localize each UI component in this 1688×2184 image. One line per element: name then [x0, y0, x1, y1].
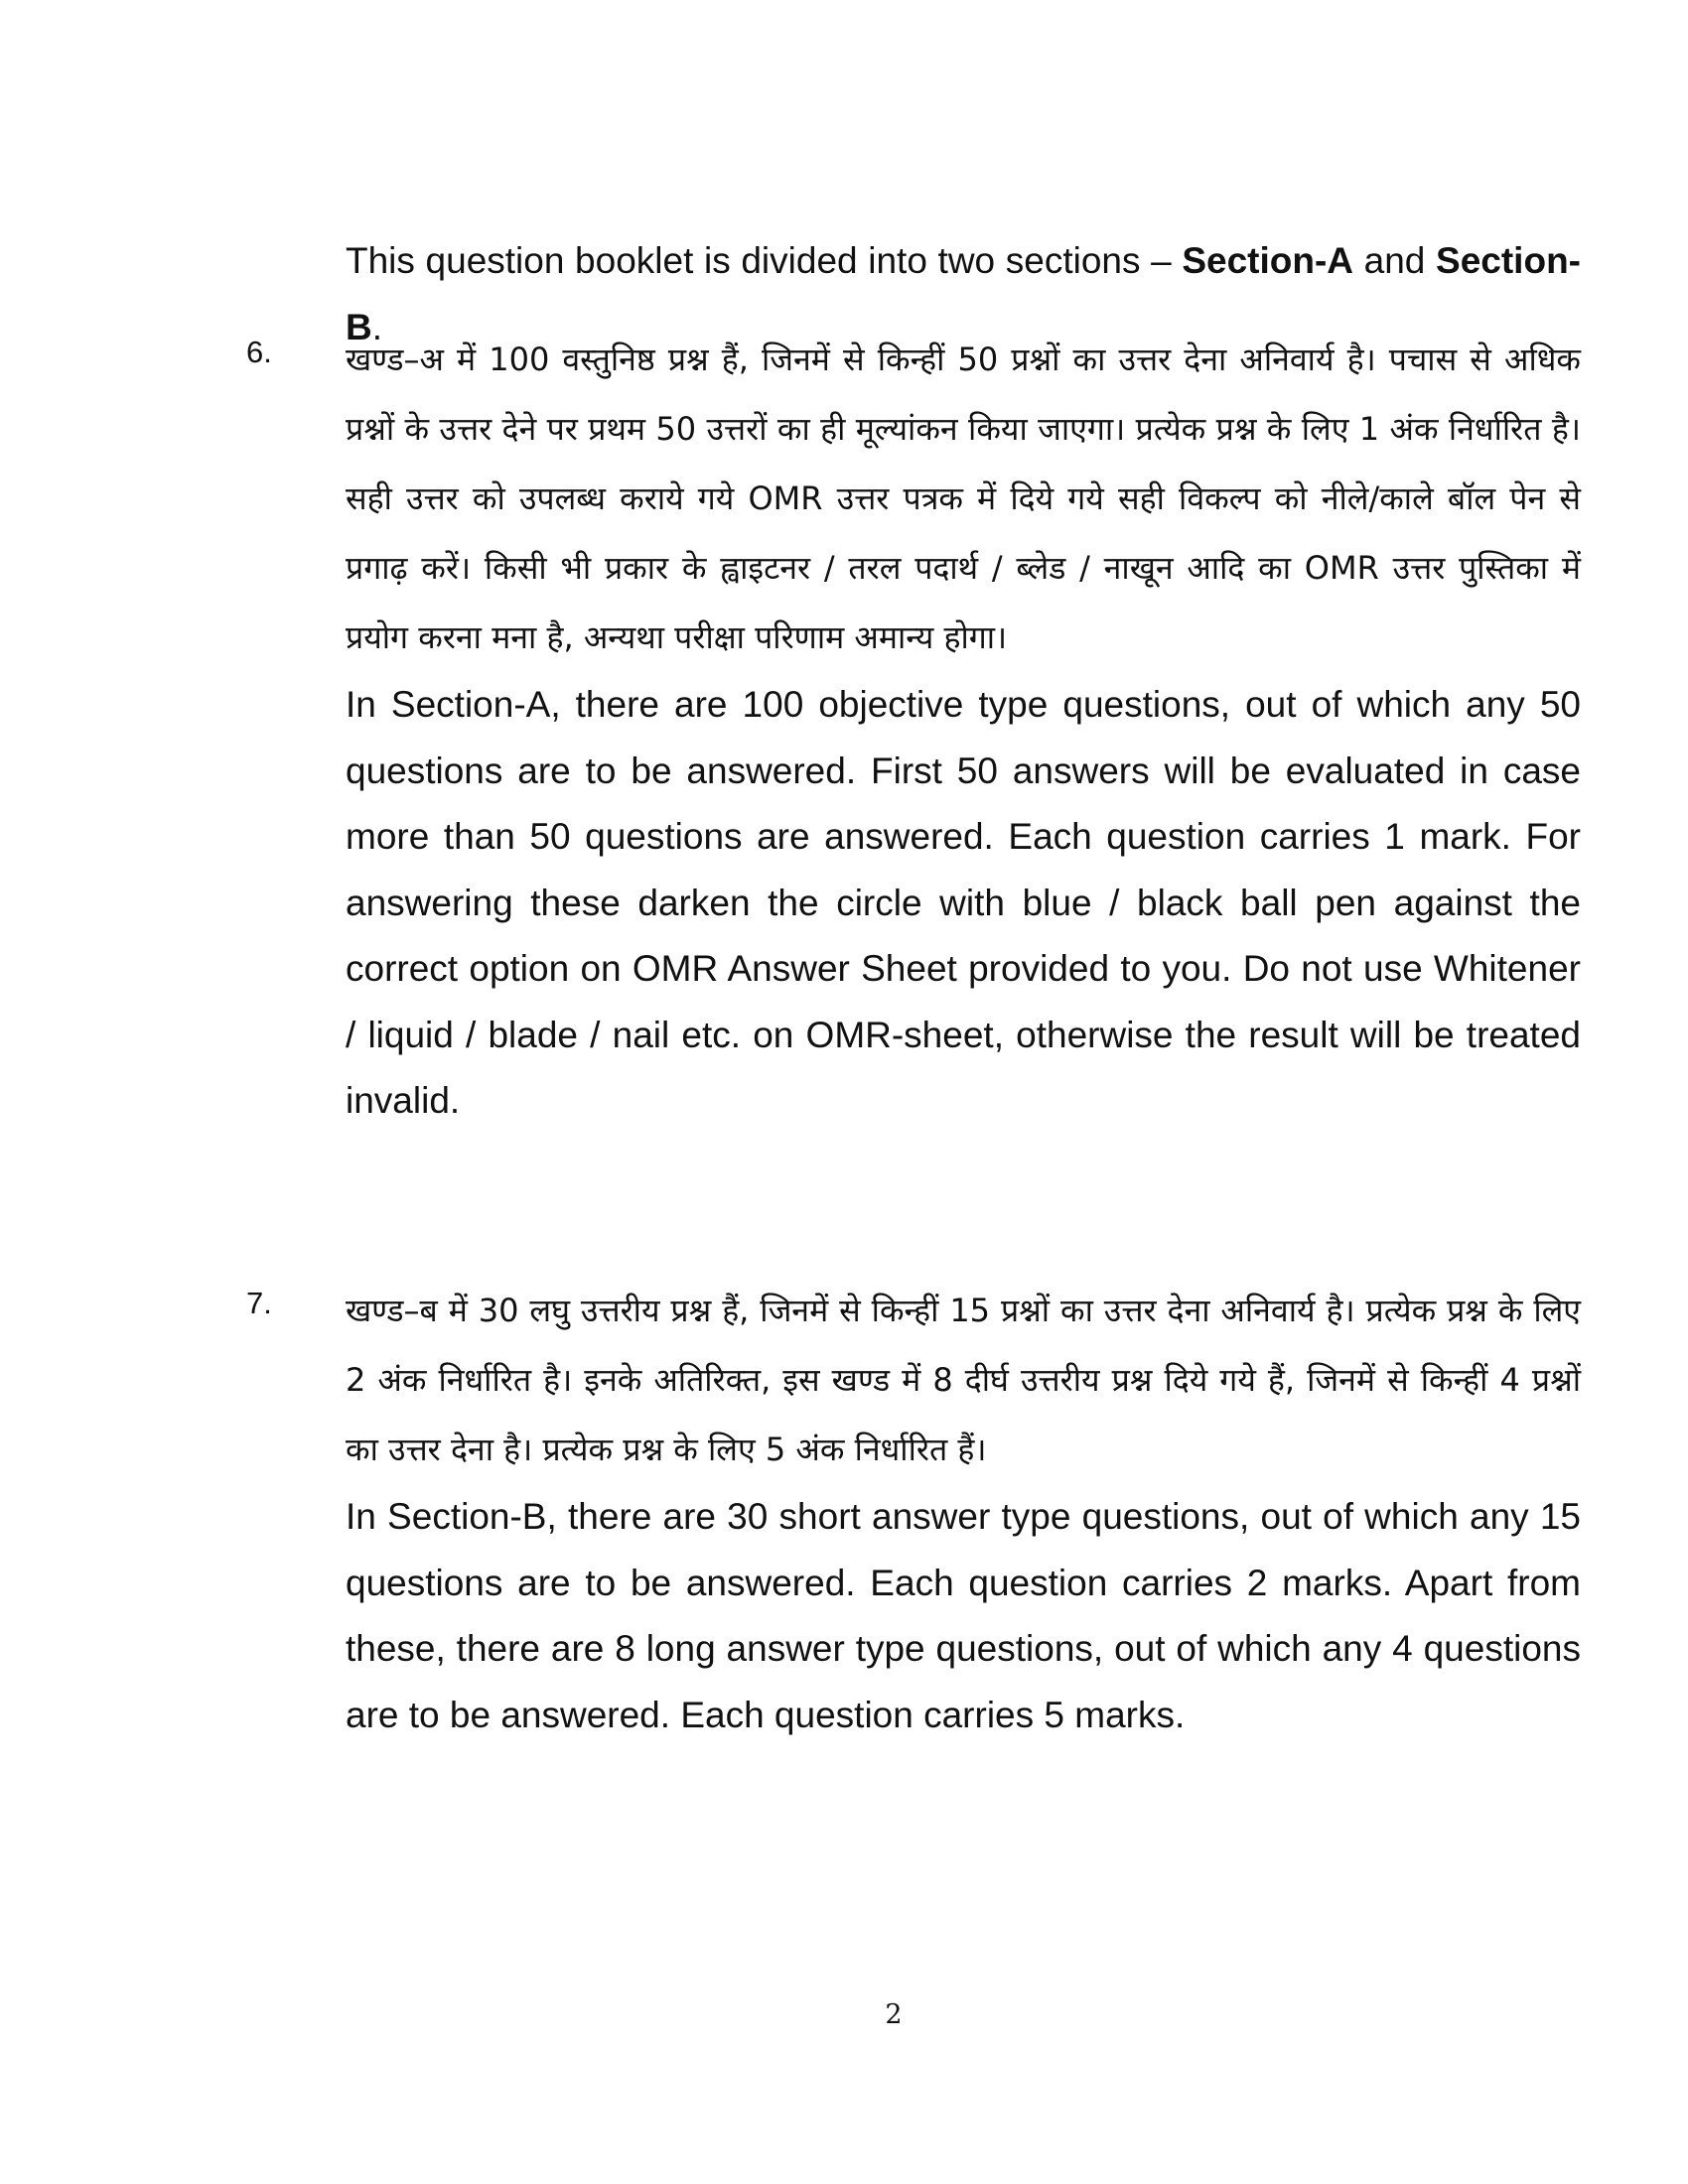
intro-period: . [371, 307, 383, 347]
intro-text: This question booklet is divided into two sections – [346, 240, 1183, 281]
hindi-instruction: खण्ड–अ में 100 वस्तुनिष्ठ प्रश्न हैं, जिनमें से किन्हीं 50 प्रश्नों का उत्तर देना अनिवार्य है। पचास से अधिक प्रश्नों के उत्तर देने पर प्रथम 50 उत्तरों का ही मूल्यांकन किया जाएगा। प्रत्येक प्रश्न के लिए 1 अंक निर्धारित है। सही उत्तर को उपलब्ध कराये गये OMR उत्तर पत्रक में दिये गये सही विकल्प को नीले/काले बॉल पेन से प्रगाढ़ करें। किसी भी प्रकार के ह्वाइटनर / तरल पदार्थ / ब्लेड / नाखून आदि का OMR उत्तर पुस्तिका में प्रयोग करना मना है, अन्यथा परीक्षा परिणाम अमान्य होगा। [346, 341, 1581, 656]
item-body [346, 325, 1581, 1135]
hindi-instruction: खण्ड–ब में 30 लघु उत्तरीय प्रश्न हैं, जिनमें से किन्हीं 15 प्रश्नों का उत्तर देना अनिवार्य है। प्रत्येक प्रश्न के लिए 2 अंक निर्धारित है। इनके अतिरिक्त, इस खण्ड में 8 दीर्घ उत्तरीय प्रश्न दिये गये हैं, जिनमें से किन्हीं 4 प्रश्नों का उत्तर देना है। प्रत्येक प्रश्न के लिए 5 अंक निर्धारित हैं। [346, 1292, 1581, 1468]
item-number: 7. [246, 1286, 272, 1320]
item-body [346, 1276, 1581, 1748]
section-b-label: Section-B [346, 240, 1581, 347]
section-a-label: Section-A [1182, 240, 1354, 281]
item-number: 6. [246, 335, 272, 369]
page-number: 2 [885, 1999, 903, 2030]
english-instruction: In Section-B, there are 30 short answer type questions, out of which any 15 questions are to be answered. Each question carries 2 marks. Apart from these, there are 8 long answer type questions, out of which any 4 questions are to be answered. Each question carries 5 marks. [346, 1496, 1581, 1735]
english-instruction: In Section-A, there are 100 objective type questions, out of which any 50 questions are to be answered. First 50 answers will be evaluated in case more than 50 questions are answered. Each question carries 1 mark. For answering these darken the circle with blue / black ball pen against the correct option on OMR Answer Sheet provided to you. Do not use Whitener / liquid / blade / nail etc. on OMR-sheet, otherwise the result will be treated invalid. [346, 684, 1581, 1121]
intro-and-text: and [1353, 240, 1437, 281]
